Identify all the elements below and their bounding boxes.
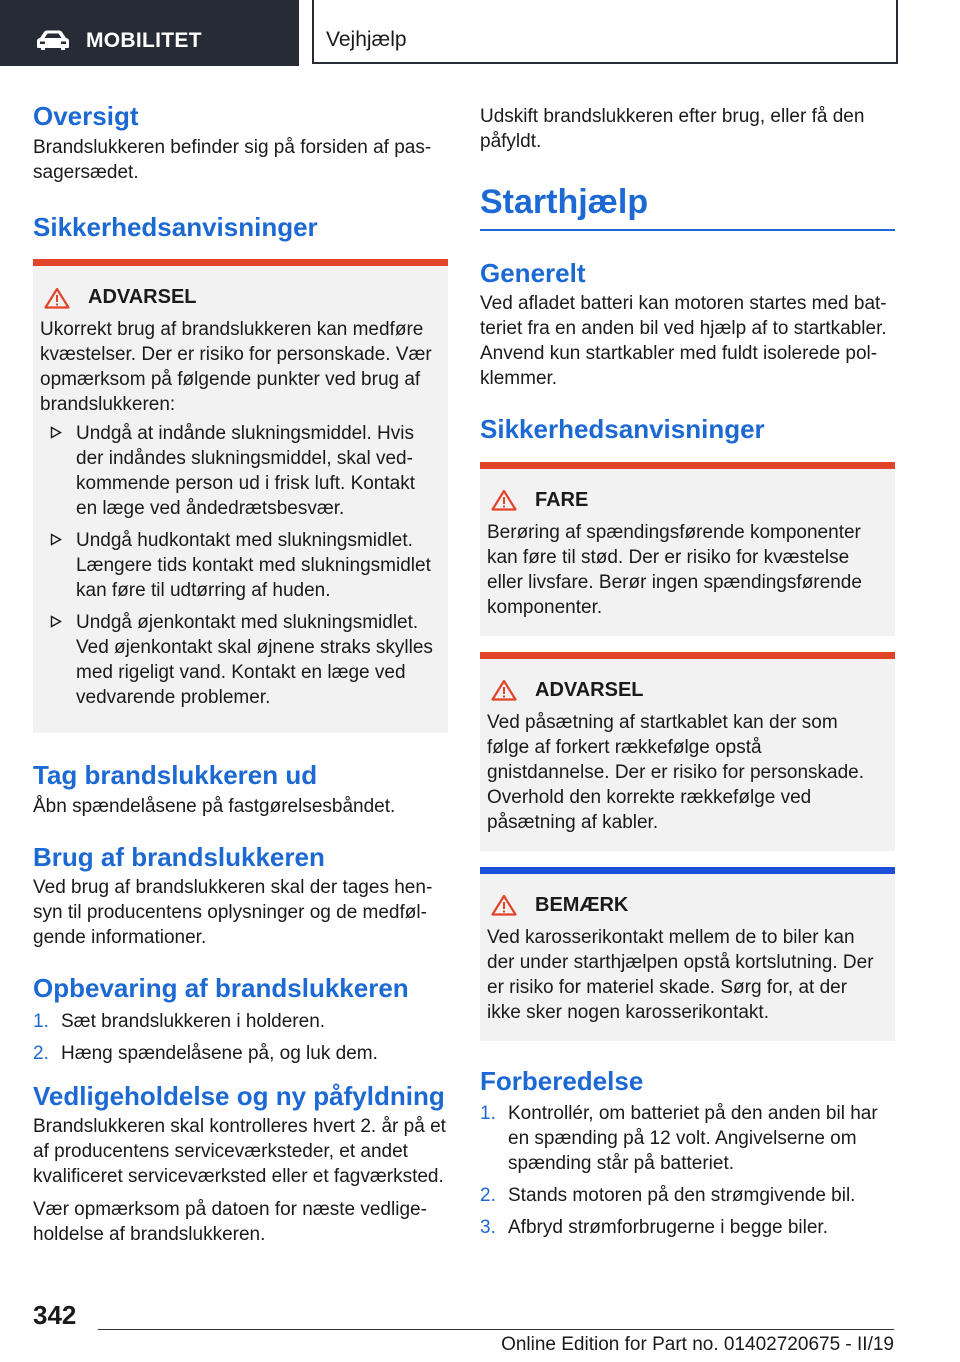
fare-bar — [480, 462, 895, 469]
list-item: 2. Hæng spændelåsene på, og luk dem. — [33, 1042, 378, 1064]
generelt-text: Ved afladet batteri kan motoren startes med batteriet fra en anden bil ved hjælp af to startkabler. Anvend kun startkabler med fuldt isolerede polklemmer. — [480, 293, 887, 390]
bemaerk-bar — [480, 867, 895, 874]
triangle-bullet-icon — [50, 426, 62, 439]
list-item: 3. Afbryd strømforbrugerne i begge biler. — [480, 1217, 828, 1239]
triangle-bullet-icon — [50, 533, 62, 546]
warning-triangle-icon — [44, 287, 70, 309]
oversigt-heading: Oversigt — [33, 101, 139, 131]
heading-rule — [480, 229, 895, 231]
chapter-tab — [312, 0, 898, 64]
footer-rule — [98, 1329, 894, 1330]
list-item: 1. Sæt brandslukkeren i holderen. — [33, 1010, 326, 1032]
right-column — [480, 100, 895, 1247]
intro-text: Udskift brandslukkeren efter brug, eller få den påfyldt. — [480, 106, 865, 152]
warning-title: ADVARSEL — [44, 286, 434, 309]
vedligeholdelse-heading: Vedligeholdelse og ny påfyldning — [33, 1080, 445, 1111]
bemaerk-text: Ved karosserikontakt mellem de to biler kan der under starthjælpen opstå kortslutning. Der er risiko for materiel skade. Sørg for, at der ikke sker nogen karosserikontakt. — [487, 926, 874, 1023]
vedligeholdelse-text-2: Vær opmærksom på datoen for næste vedligeholdelse af brandslukkeren. — [33, 1199, 427, 1245]
opbevaring-steps — [33, 1009, 448, 1066]
forberedelse-heading: Forberedelse — [480, 1065, 644, 1096]
warning-triangle-icon — [491, 894, 517, 916]
warning-list — [40, 421, 434, 710]
safety-heading-right: Sikkerhedsanvisninger — [480, 414, 765, 445]
triangle-bullet-icon — [50, 615, 62, 628]
warning-triangle-icon — [491, 489, 517, 511]
car-icon — [36, 29, 70, 51]
fare-title: FARE — [491, 489, 881, 512]
fare-text: Berøring af spændingsførende komponenter kan føre til stød. Der er risiko for kvæstelse eller livsfare. Berør ingen spændingsførende komponenter. — [487, 521, 862, 618]
left-column — [33, 100, 448, 1247]
warning-text: Ukorrekt brug af brandslukkeren kan medføre kvæstelser. Der er risiko for personskade. Vær opmærksom på følgende punkter ved brug af brandslukkeren: — [40, 319, 432, 415]
tag-heading: Tag brandslukkeren ud — [33, 760, 318, 790]
advarsel-bar — [480, 652, 895, 659]
advarsel-box — [480, 652, 895, 851]
advarsel-title: ADVARSEL — [491, 679, 881, 702]
fare-box — [480, 462, 895, 636]
oversigt-text: Brandslukkeren befinder sig på forsiden af passagersædet. — [33, 136, 432, 183]
advarsel-text: Ved påsætning af startkablet kan der som følge af forkert rækkefølge opstå gnistdannelse. Der er risiko for personskade. Overhold den korrekte rækkefølge ved påsætning af kabler. — [487, 711, 865, 833]
chapter-label: Vejhjælp — [326, 28, 407, 51]
bemaerk-box — [480, 867, 895, 1041]
bemaerk-title: BEMÆRK — [491, 894, 881, 917]
brug-text: Ved brug af brandslukkeren skal der tages hensyn til producentens oplysninger og de medfølgende informationer. — [33, 877, 433, 948]
vedligeholdelse-text: Brandslukkeren skal kontrolleres hvert 2. år på et af producentens serviceværksteder, et andet kvalificeret serviceværksted eller et fagværksted. — [33, 1116, 446, 1187]
section-label: MOBILITET — [86, 29, 202, 52]
page-number: 342 — [33, 1300, 77, 1330]
starthjaelp-heading: Starthjælp — [480, 183, 649, 221]
list-item: 1. Kontrollér, om batteriet på den anden bil har en spænding på 12 volt. Angivelserne om spænding står på batteriet. — [480, 1103, 878, 1175]
warning-triangle-icon — [491, 679, 517, 701]
opbevaring-heading: Opbevaring af brandslukkeren — [33, 973, 409, 1003]
brug-heading: Brug af brandslukkeren — [33, 841, 325, 872]
list-item: Undgå øjenkontakt med slukningsmidlet. Ved øjenkontakt skal øjnene straks skylles med rigeligt vand. Kontakt en læge ved vedvarende problemer. — [40, 610, 434, 710]
section-tab — [0, 0, 299, 66]
safety-heading-left: Sikkerhedsanvisninger — [33, 211, 318, 242]
forberedelse-steps — [480, 1101, 895, 1240]
list-item: Undgå hudkontakt med slukningsmidlet. Længere tids kontakt med slukningsmidlet kan føre til udtørring af huden. — [40, 528, 434, 603]
list-item: 2. Stands motoren på den strømgivende bil. — [480, 1185, 856, 1207]
warning-box-left — [33, 259, 448, 733]
edition-text: Online Edition for Part no. 01402720675 - II/19 — [501, 1334, 894, 1355]
generelt-heading: Generelt — [480, 257, 586, 288]
warning-bar — [33, 259, 448, 266]
list-item: Undgå at indånde slukningsmiddel. Hvis der indåndes slukningsmiddel, skal vedkommende person ud i frisk luft. Kontakt en læge ved åndedrætsbesvær. — [40, 421, 434, 521]
tag-text: Åbn spændelåsene på fastgørelsesbåndet. — [33, 795, 396, 817]
